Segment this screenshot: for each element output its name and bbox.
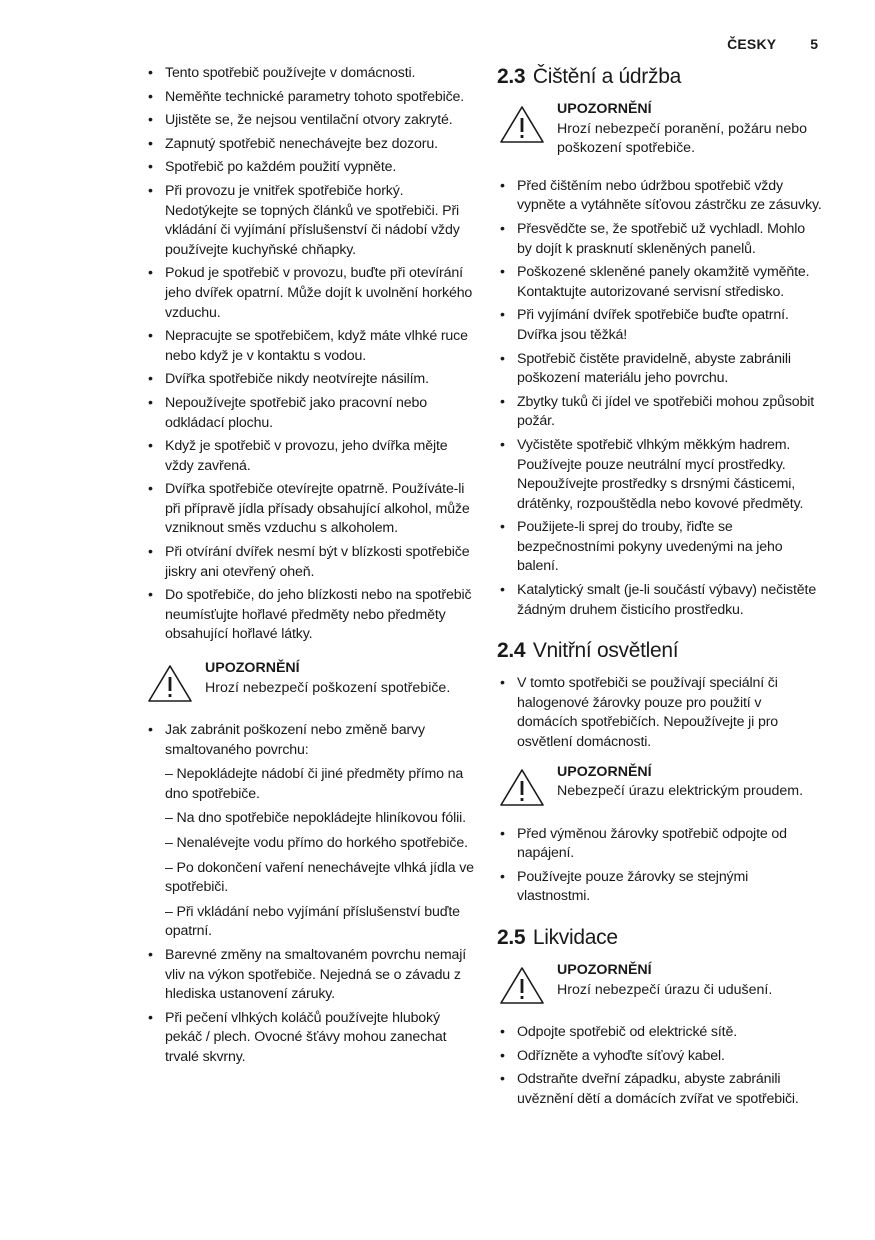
list-item: • Použijete-li sprej do trouby, řiďte se bezpečnostními pokyny uvedenými na jeho balení. xyxy=(497,518,822,577)
disposal-list xyxy=(497,1023,822,1109)
list-item: • Zbytky tuků či jídel ve spotřebiči mohou způsobit požár. xyxy=(497,393,822,432)
list-item: • Vyčistěte spotřebič vlhkým měkkým hadrem. Používejte pouze neutrální mycí prostředky. Nepoužívejte prostředky s drsnými částicemi, drátěnky, rozpouštědla nebo kovové předměty. xyxy=(497,436,822,514)
warning-title: UPOZORNĚNÍ xyxy=(205,660,300,677)
warning-box xyxy=(145,659,475,703)
list-item xyxy=(145,721,475,942)
warning-triangle-icon xyxy=(499,965,545,1005)
list-item-intro: • Jak zabránit poškození nebo změně barvy smaltovaného povrchu: xyxy=(165,722,425,758)
list-item: • Katalytický smalt (je-li součástí výbavy) nečistěte žádným druhem čisticího prostředku. xyxy=(497,581,822,620)
lighting-intro-list xyxy=(497,674,822,752)
cleaning-list xyxy=(497,177,822,620)
sub-item: – Při vkládání nebo vyjímání příslušenství buďte opatrní. xyxy=(165,903,460,940)
list-item: • Tento spotřebič používejte v domácnosti. xyxy=(145,64,475,84)
list-item: • Před čištěním nebo údržbou spotřebič vždy vypněte a vytáhněte síťovou zástrčku ze zásuvky. xyxy=(497,177,822,216)
list-item: • Nepracujte se spotřebičem, když máte vlhké ruce nebo když je v kontaktu s vodou. xyxy=(145,327,475,366)
list-item: • Používejte pouze žárovky se stejnými vlastnostmi. xyxy=(497,868,822,907)
language-label: ČESKY xyxy=(727,36,777,52)
list-item: • Poškozené skleněné panely okamžitě vyměňte. Kontaktujte autorizované servisní středisko. xyxy=(497,263,822,302)
list-item: • Nepoužívejte spotřebič jako pracovní nebo odkládací plochu. xyxy=(145,394,475,433)
list-item: • Když je spotřebič v provozu, jeho dvířka mějte vždy zavřená. xyxy=(145,437,475,476)
warning-box xyxy=(497,100,822,159)
warning-triangle-icon xyxy=(499,104,545,144)
list-item: • Dvířka spotřebiče otevírejte opatrně. Používáte-li při přípravě jídla přísady obsahující alkohol, může vzniknout směs vzduchu s alkoholem. xyxy=(145,480,475,539)
safety-list-1 xyxy=(145,64,475,645)
warning-box xyxy=(497,961,822,1005)
sub-item: – Nenalévejte vodu přímo do horkého spotřebiče. xyxy=(165,835,468,851)
warning-title: UPOZORNĚNÍ xyxy=(557,763,652,780)
warning-title: UPOZORNĚNÍ xyxy=(557,101,652,117)
list-item: • Zapnutý spotřebič nenechávejte bez dozoru. xyxy=(145,135,475,155)
warning-title: UPOZORNĚNÍ xyxy=(557,962,652,978)
list-item: • Při pečení vlhkých koláčů používejte hluboký pekáč / plech. Ovocné šťávy mohou zanechat trvalé skvrny. xyxy=(145,1009,475,1068)
section-heading-disposal: 2.5 Likvidace xyxy=(497,926,618,949)
section-heading-lighting: 2.4 Vnitřní osvětlení xyxy=(497,639,679,663)
list-item: • Do spotřebiče, do jeho blízkosti nebo na spotřebič neumísťujte hořlavé předměty nebo předměty obsahující hořlavé látky. xyxy=(145,586,475,645)
sub-item: – Na dno spotřebiče nepokládejte hliníkovou fólii. xyxy=(165,810,466,827)
page-header xyxy=(727,36,818,52)
warning-box xyxy=(497,763,822,807)
left-column xyxy=(145,64,475,1072)
list-item: • Spotřebič po každém použití vypněte. xyxy=(145,158,475,178)
right-column xyxy=(497,64,822,1113)
warning-text: Nebezpečí úrazu elektrickým proudem. xyxy=(557,783,804,800)
list-item: • Barevné změny na smaltovaném povrchu nemají vliv na výkon spotřebiče. Nejedná se o závadu z hlediska ustanovení záruky. xyxy=(145,946,475,1005)
list-item: • Při otvírání dvířek nesmí být v blízkosti spotřebiče jiskry ani otevřený oheň. xyxy=(145,543,475,582)
warning-triangle-icon xyxy=(147,663,193,703)
list-item: • Přesvědčte se, že spotřebič už vychladl. Mohlo by dojít k prasknutí skleněných panelů. xyxy=(497,220,822,259)
list-item: • Při provozu je vnitřek spotřebiče horký. Nedotýkejte se topných článků ve spotřebiči. Při vkládání či vyjímání příslušenství či nádobí vždy používejte kuchyňské chňapky. xyxy=(145,182,475,260)
page-number: 5 xyxy=(810,36,818,52)
list-item: • Neměňte technické parametry tohoto spotřebiče. xyxy=(145,88,475,108)
safety-list-2 xyxy=(145,721,475,1068)
list-item: • Spotřebič čistěte pravidelně, abyste zabránili poškození materiálu jeho povrchu. xyxy=(497,350,822,389)
section-heading-cleaning: 2.3 Čištění a údržba xyxy=(497,65,681,88)
lighting-list xyxy=(497,825,822,907)
warning-text: Hrozí nebezpečí poranění, požáru nebo poškození spotřebiče. xyxy=(557,120,808,157)
list-item: • Při vyjímání dvířek spotřebiče buďte opatrní. Dvířka jsou těžká! xyxy=(497,306,822,345)
warning-text: Hrozí nebezpečí úrazu či udušení. xyxy=(557,981,773,998)
list-item: • Odstraňte dveřní západku, abyste zabránili uvěznění dětí a domácích zvířat ve spotřebiči. xyxy=(497,1070,822,1109)
list-item: • Odřízněte a vyhoďte síťový kabel. xyxy=(497,1047,822,1067)
list-item: • Dvířka spotřebiče nikdy neotvírejte násilím. xyxy=(145,370,475,390)
sub-item: – Nepokládejte nádobí či jiné předměty přímo na dno spotřebiče. xyxy=(165,766,464,802)
warning-text: Hrozí nebezpečí poškození spotřebiče. xyxy=(205,679,451,696)
list-item: • Ujistěte se, že nejsou ventilační otvory zakryté. xyxy=(145,111,475,131)
list-item: • V tomto spotřebiči se používají speciální či halogenové žárovky pouze pro použití v domácích spotřebičích. Nepoužívejte ji pro osvětlení domácnosti. xyxy=(497,674,822,752)
list-item: • Odpojte spotřebič od elektrické sítě. xyxy=(497,1023,822,1043)
list-item: • Před výměnou žárovky spotřebič odpojte od napájení. xyxy=(497,825,822,864)
warning-triangle-icon xyxy=(499,767,545,807)
list-item: • Pokud je spotřebič v provozu, buďte při otevírání jeho dvířek opatrní. Může dojít k uvolnění horkého vzduchu. xyxy=(145,264,475,323)
sub-item: – Po dokončení vaření nenechávejte vlhká jídla ve spotřebiči. xyxy=(165,859,474,896)
